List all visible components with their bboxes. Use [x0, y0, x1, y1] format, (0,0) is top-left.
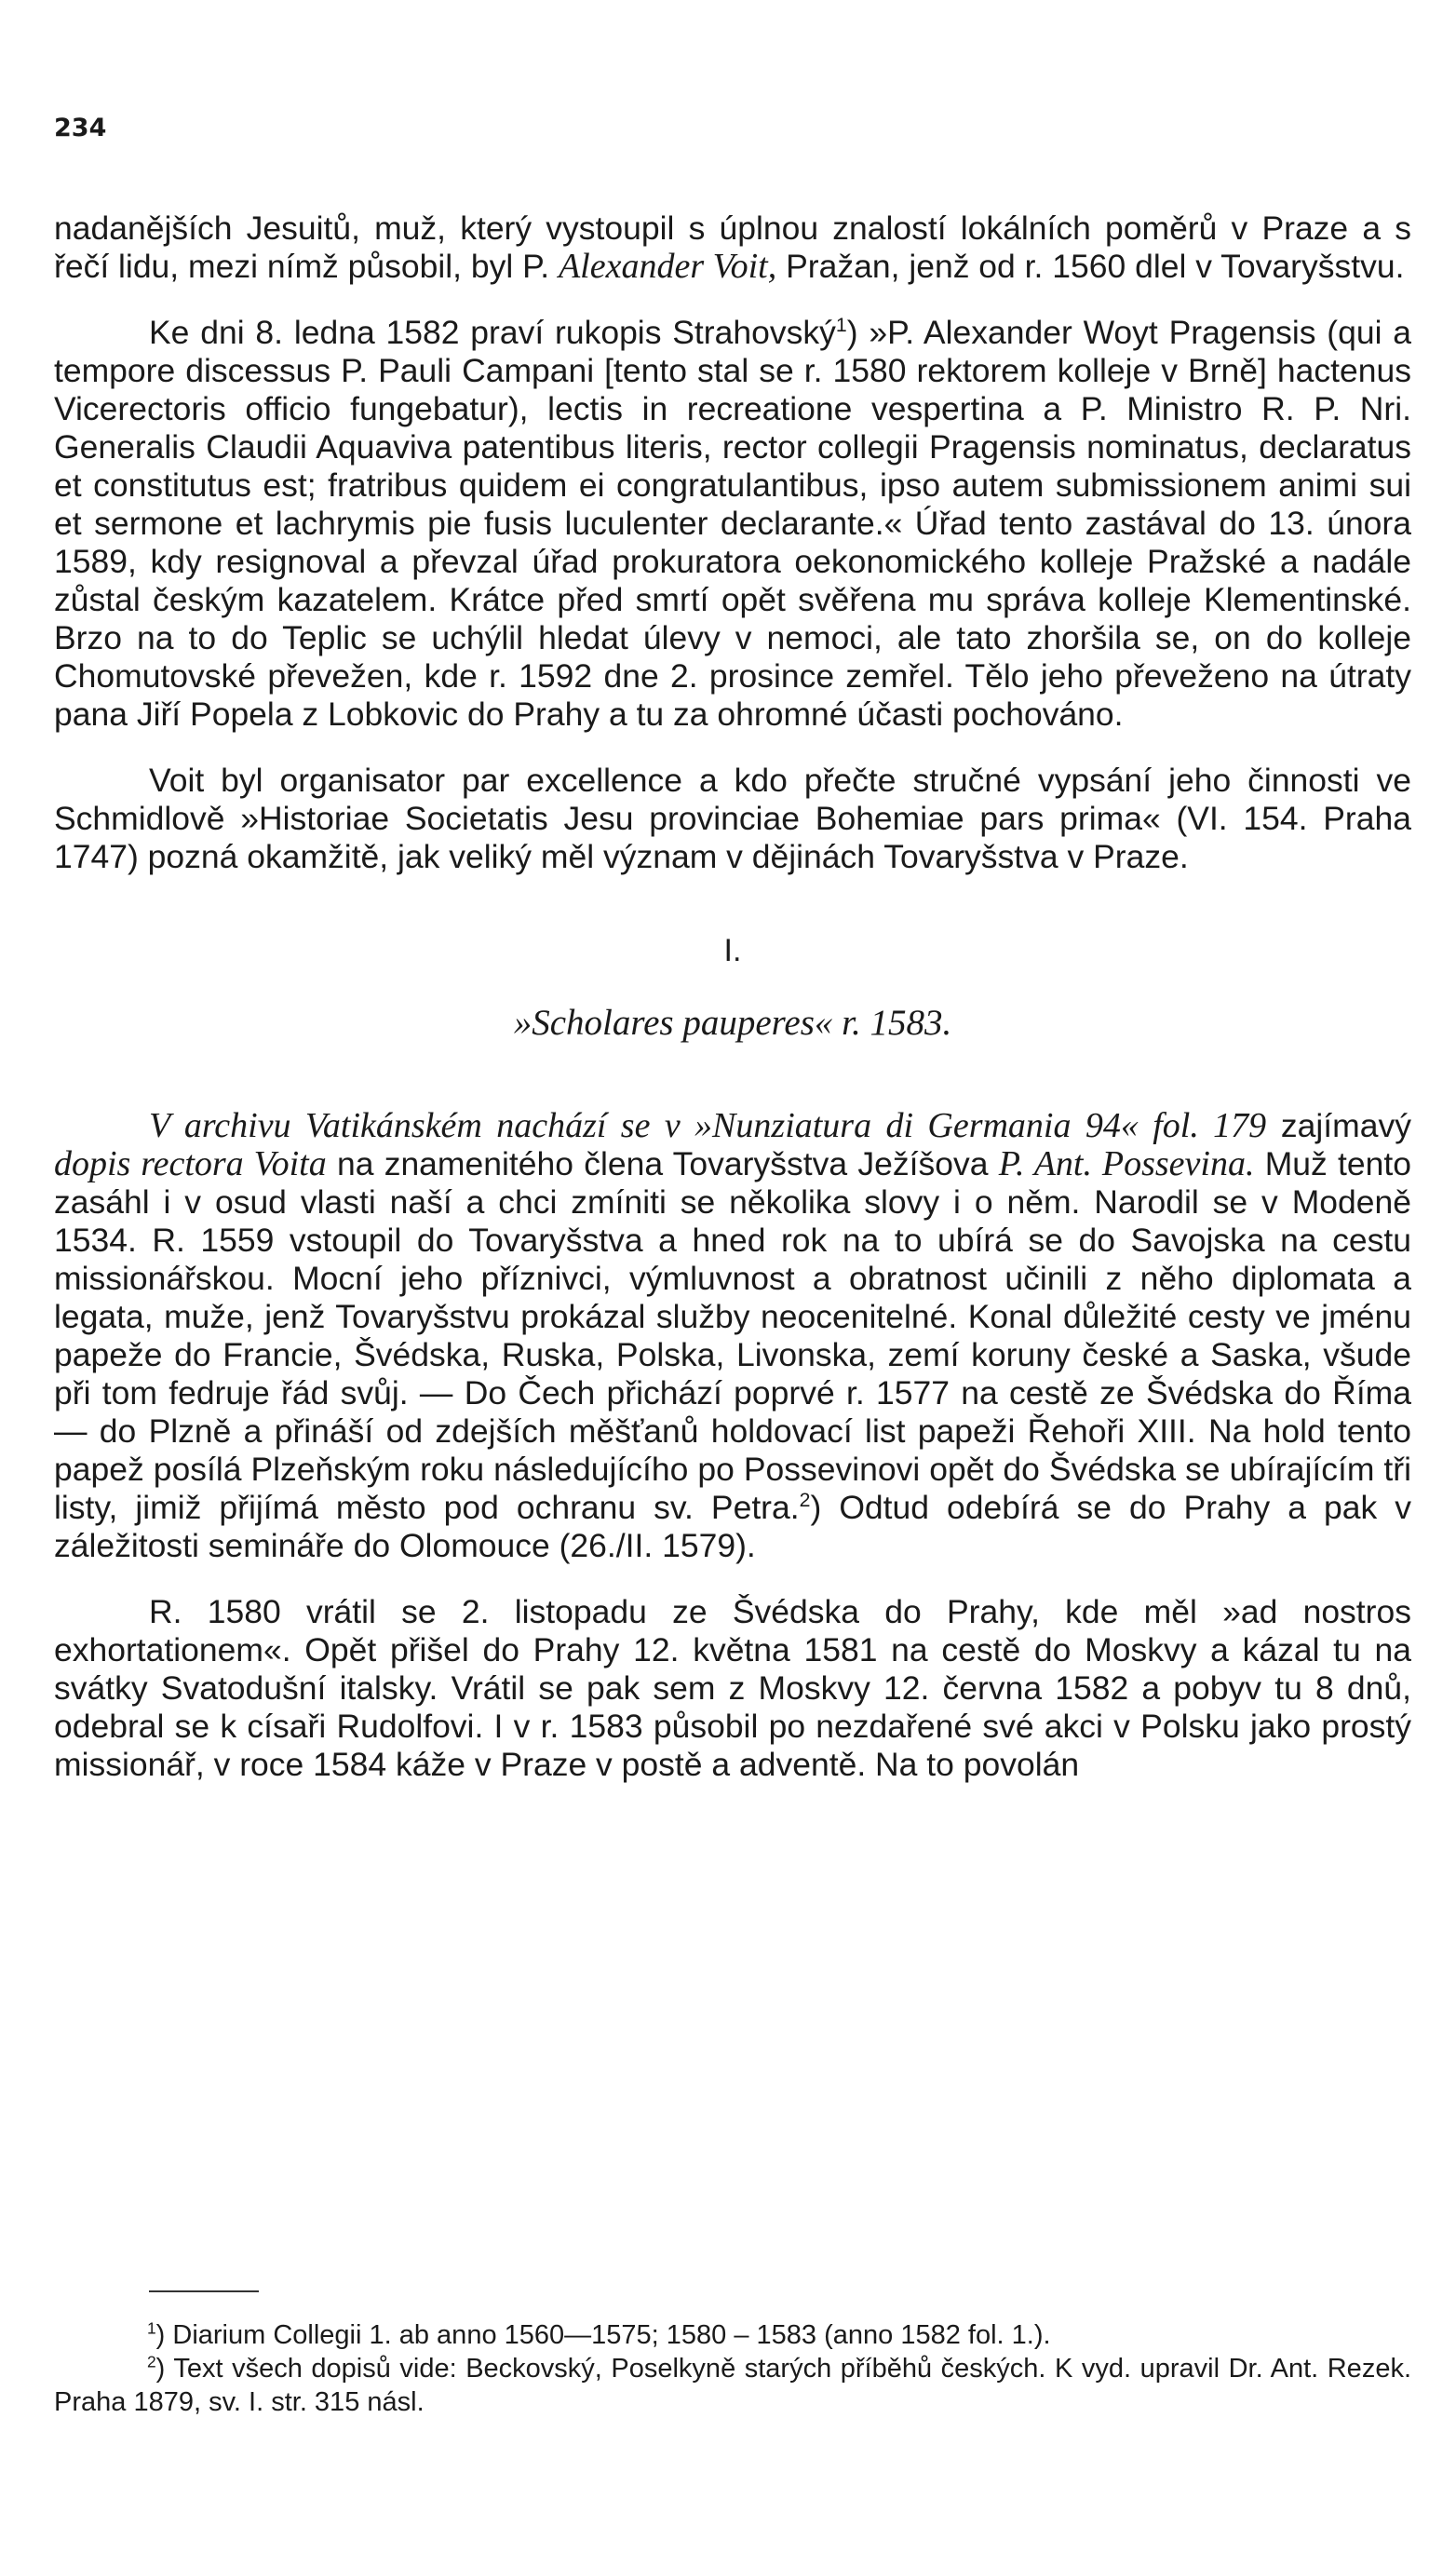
- page-number: 234: [54, 114, 107, 142]
- paragraph-3: Voit byl organisator par excellence a kdo přečte stručné vypsání jeho činnosti ve Schmidlově »Historiae Societatis Jesu provinciae Bohemiae pars prima« (VI. 154. Praha 1747) pozná okamžitě, jak veliký měl význam v dějinách Tovaryšstva v Praze.: [54, 762, 1411, 875]
- section-numeral: I.: [723, 933, 742, 968]
- paragraph-2: Ke dni 8. ledna 1582 praví rukopis Strahovský$^1$) »P. Alexander Woyt Pragensis (qui a tempore discessus P. Pauli Campani [tento stal se r. 1580 rektorem kolleje v Brně] hactenus Vicerectoris officio fungebatur), lectis in recreatione vespertina a P. Ministro R. P. Nri. Generalis Claudii Aquaviva patentibus literis, rector collegii Pragensis nominatus, declaratus et constitutus est; fratribus quidem ei congratulantibus, ipso autem submissionem animi sui et sermone et lachrymis pie fusis luculenter declarante.« Úřad tento zastával do 13. února 1589, kdy resignoval a převzal úřad prokuratora oekonomického kolleje Pražské a nadále zůstal českým kazatelem. Krátce před smrtí opět svěřena mu správa kolleje Klementinské. Brzo na to do Teplic se uchýlil hledat úlevy v nemoci, ale tato zhoršila se, on do kolleje Chomutovské převežen, kde r. 1592 dne 2. prosince zemřel. Tělo jeho převeženo na útraty pana Jiří Popela z Lobkovic do Prahy a tu za ohromné účasti pochováno.: [54, 314, 1412, 733]
- paragraph-5: R. 1580 vrátil se 2. listopadu ze Švédska do Prahy, kde měl »ad nostros exhortationem«. Opět přišel do Prahy 12. května 1581 na cestě do Moskvy a kázal tu na svátky Svatodušní italsky. Vrátil se pak sem z Moskvy 12. června 1582 a pobyv tu 8 dnů, odebral se k císaři Rudolfovi. I v r. 1583 působil po nezdařené své akci v Polsku jako prostý missionář, v roce 1584 káže v Praze v postě a adventě. Na to povolán: [54, 1593, 1411, 1783]
- footnote-ref-2: 2: [799, 1489, 811, 1512]
- paragraph-1: nadanějších Jesuitů, muž, který vystoupil s úplnou znalostí lokálních poměrů v Praze a s řečí lidu, mezi nímž působil, byl P. Alexander Voit, Pražan, jenž od r. 1560 dlel v Tovaryšstvu.: [54, 209, 1411, 286]
- main-text: [54, 209, 1411, 1812]
- footnote-divider: [149, 2290, 259, 2292]
- paragraph-4: V archivu Vatikánském nachází se v »Nunziatura di Germania 94« fol. 179 zajímavý dopis rectora Voita na znamenitého člena Tovaryšstva Ježíšova P. Ant. Possevina. Muž tento zasáhl i v osud vlasti naší a chci zmíniti se několika slovy i o něm. Narodil se v Modeně 1534. R. 1559 vstoupil do Tovaryšstva a hned rok na to ubírá se do Savojska na cestu missionářskou. Mocní jeho příznivci, výmluvnost a obratnost učinili z něho diplomata a legata, muže, jenž Tovaryšstvu prokázal služby neocenitelné. Konal důležité cesty ve jménu papeže do Francie, Švédska, Ruska, Polska, Livonska, zemí koruny české a Saska, všude při tom fedruje řád svůj. — Do Čech přichází poprvé r. 1577 na cestě ze Švédska do Říma — do Plzně a přináší od zdejších měšťanů holdovací list papeži Řehoři XIII. Na hold tento papež posílá Plzeňským roku následujícího po Possevinovi opět do Švédska se ubírajícím tři listy, jimiž přijímá město pod ochranu sv. Petra.$^2$) Odtud odebírá se do Prahy a pak v záležitosti semináře do Olomouce (26./II. 1579).: [54, 1106, 1411, 1564]
- footnote-2: $^2$) Text všech dopisů vide: Beckovský, Poselkyně starých příběhů českých. K vyd. upravil Dr. Ant. Rezek. Praha 1879, sv. I. str. 315 násl.: [54, 2352, 1411, 2417]
- footnotes: [54, 2318, 1411, 2419]
- footnote-ref-1: 1: [835, 314, 847, 337]
- section-title: »Scholares pauperes« r. 1583.: [513, 1003, 952, 1043]
- footnote-1: $^1$) Diarium Collegii 1. ab anno 1560—1575; 1580 – 1583 (anno 1582 fol. 1.).: [147, 2318, 1051, 2350]
